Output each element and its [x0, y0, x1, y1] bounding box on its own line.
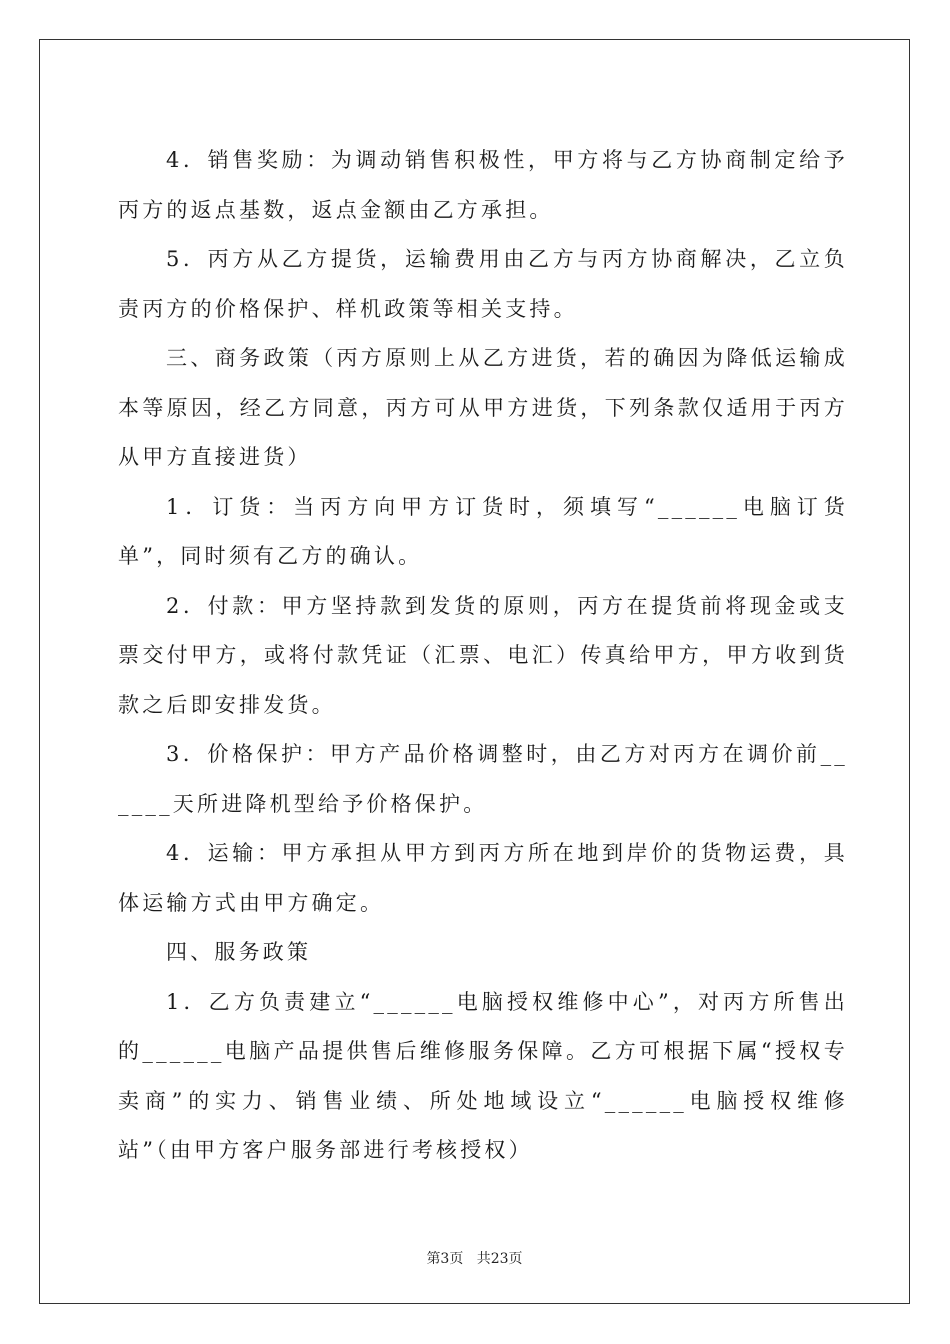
paragraph-delivery: 5．丙方从乙方提货，运输费用由乙方与丙方协商解决，乙立负责丙方的价格保护、样机政策等相关支持。	[118, 247, 848, 321]
paragraph-price-protection: 3．价格保护：甲方产品价格调整时，由乙方对丙方在调价前______天所进降机型给予价格保护。	[118, 742, 848, 816]
paragraph-service-center: 1．乙方负责建立“______电脑授权维修中心”，对丙方所售出的______电脑产品提供售后维修服务保障。乙方可根据下属“授权专卖商”的实力、销售业绩、所处地域设立“______电脑授权维修站”（由甲方客户服务部进行考核授权）	[118, 989, 848, 1162]
paragraph-business-policy: 三、商务政策（丙方原则上从乙方进货，若的确因为降低运输成本等原因，经乙方同意，丙方可从甲方进货，下列条款仅适用于丙方从甲方直接进货）	[118, 346, 848, 469]
paragraph-sales-incentive: 4．销售奖励：为调动销售积极性，甲方将与乙方协商制定给予丙方的返点基数，返点金额由乙方承担。	[118, 148, 848, 222]
document-page	[39, 39, 910, 1304]
paragraph-payment: 2．付款：甲方坚持款到发货的原则，丙方在提货前将现金或支票交付甲方，或将付款凭证（汇票、电汇）传真给甲方，甲方收到货款之后即安排发货。	[118, 593, 848, 717]
page-total: 共23页	[476, 1251, 523, 1267]
document-body	[118, 136, 848, 1176]
page-number: 第3页	[426, 1251, 464, 1267]
section-heading-service-policy: 四、服务政策	[166, 940, 312, 964]
paragraph-ordering: 1．订货：当丙方向甲方订货时，须填写“______电脑订货单”，同时须有乙方的确认。	[118, 494, 848, 568]
page-footer	[40, 1248, 909, 1268]
paragraph-transport: 4．运输：甲方承担从甲方到丙方所在地到岸价的货物运费，具体运输方式由甲方确定。	[118, 841, 848, 915]
